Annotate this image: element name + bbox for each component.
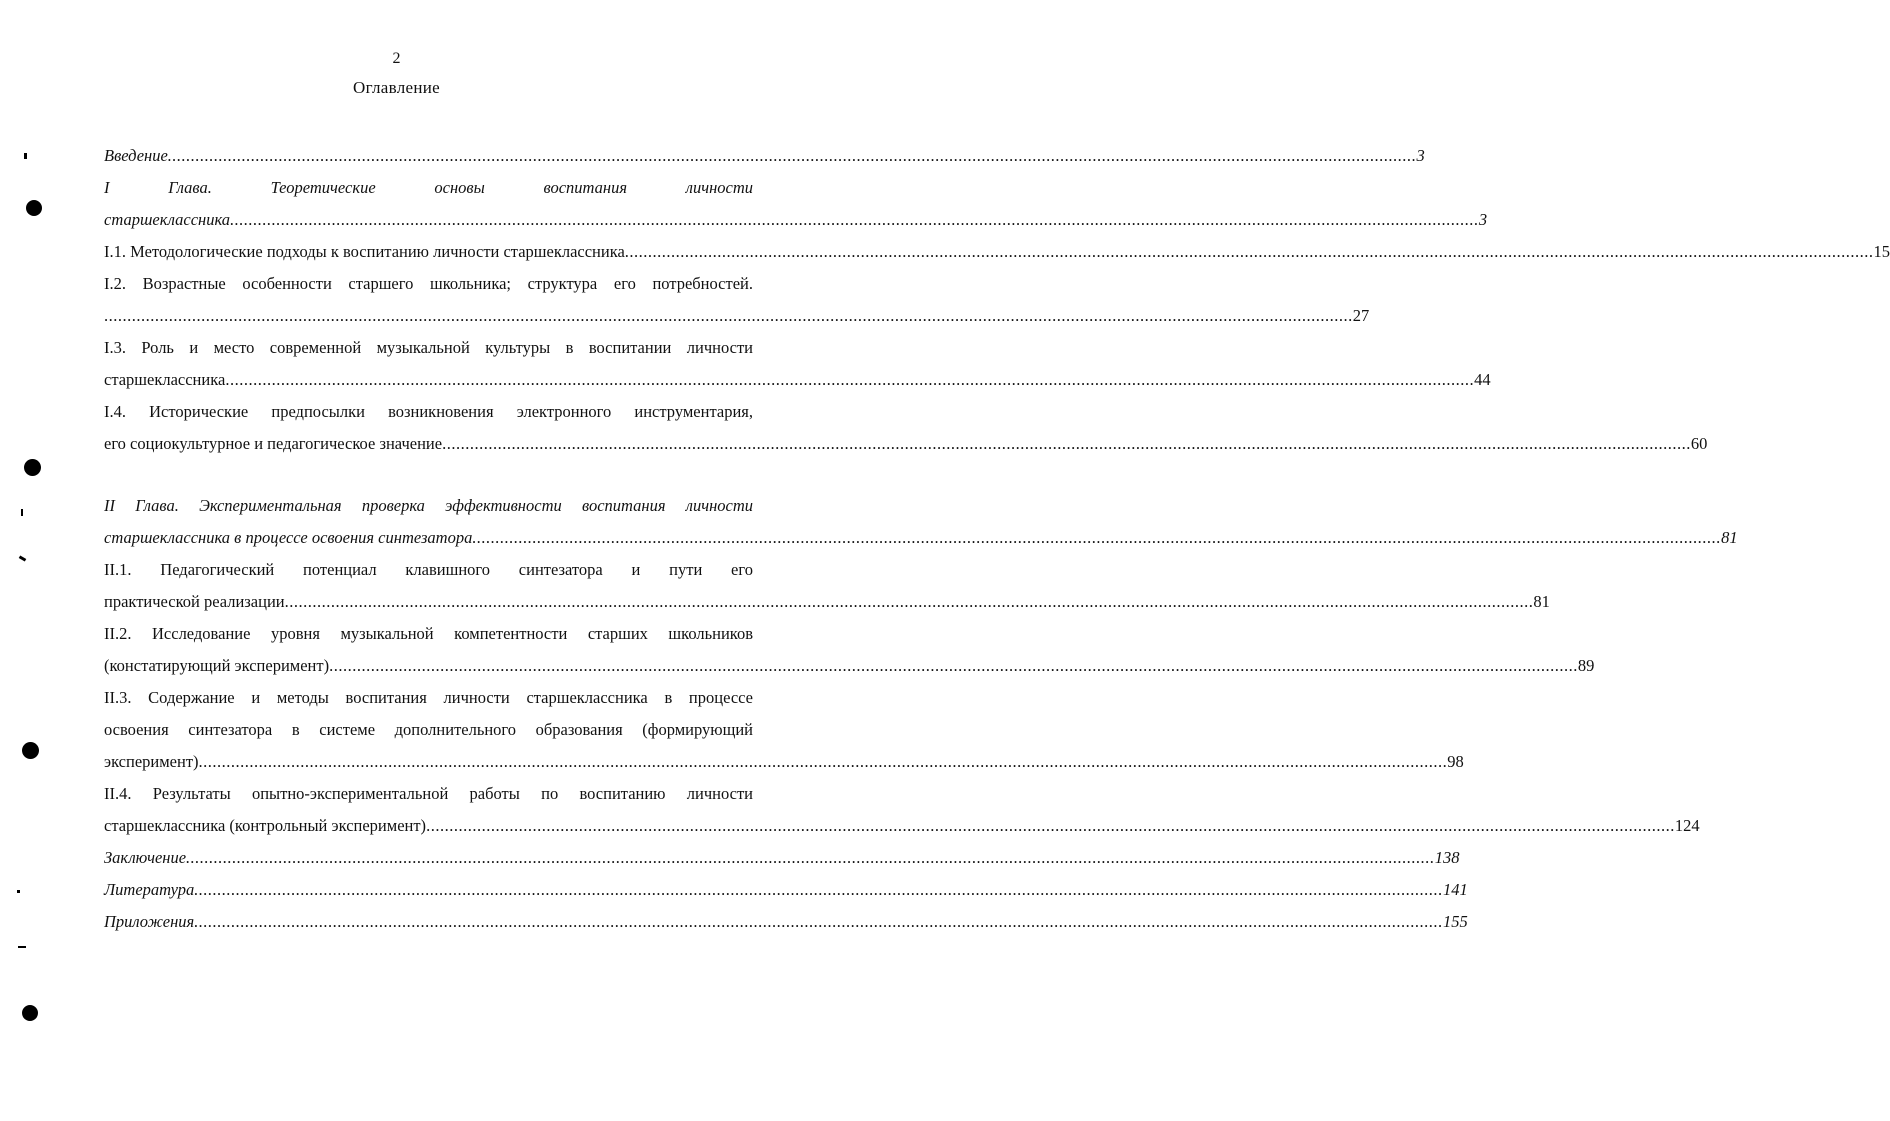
binding-hole-mark — [22, 1005, 38, 1021]
toc-line — [104, 140, 1425, 172]
toc-page-number: 81 — [1721, 528, 1738, 547]
toc-entry — [104, 842, 1460, 874]
dot-leader: .............................................................................................................................................................................................................................................................................. — [230, 210, 1479, 229]
toc-page-number: 44 — [1474, 370, 1491, 389]
toc-page-number: 98 — [1447, 752, 1464, 771]
toc-page-number: 3 — [1478, 210, 1488, 229]
toc-line — [104, 300, 1370, 332]
toc-line: II Глава. Экспериментальная проверка эффективности воспитания личности — [104, 496, 753, 515]
binding-hole-mark — [24, 459, 41, 476]
toc-line — [104, 810, 1700, 842]
toc-page-number: 27 — [1352, 306, 1370, 325]
toc-line: I Глава. Теоретические основы воспитания личности — [104, 178, 753, 197]
toc-label: его социокультурное и педагогическое значение — [104, 434, 443, 453]
toc-line: освоения синтезатора в системе дополнительного образования (формирующий — [104, 720, 753, 739]
toc-entry — [104, 332, 1491, 396]
toc-page-number: 138 — [1434, 848, 1460, 867]
dot-leader: .............................................................................................................................................................................................................................................................................. — [186, 848, 1435, 867]
toc-page-number: 81 — [1533, 592, 1550, 611]
page-title: Оглавление — [353, 78, 440, 97]
toc-page-number: 141 — [1443, 880, 1468, 899]
toc-label: I.1. Методологические подходы к воспитанию личности старшеклассника — [104, 242, 625, 261]
dot-leader: .............................................................................................................................................................................................................................................................................. — [426, 816, 1675, 835]
dot-leader: .............................................................................................................................................................................................................................................................................. — [472, 528, 1722, 547]
toc-label: старшеклассника — [104, 210, 231, 229]
toc-page-number: 124 — [1674, 816, 1700, 835]
toc-entry — [104, 490, 1738, 554]
toc-entry — [104, 618, 1595, 682]
toc-label: эксперимент) — [104, 752, 199, 771]
toc-page-number: 60 — [1690, 434, 1708, 453]
toc-page-number: 155 — [1442, 912, 1468, 931]
toc-page-number: 3 — [1416, 146, 1425, 165]
dot-leader: .............................................................................................................................................................................................................................................................................. — [284, 592, 1534, 611]
toc-entry — [104, 396, 1708, 460]
toc-entry — [104, 682, 1464, 778]
toc-line — [104, 650, 1595, 682]
toc-line: I.2. Возрастные особенности старшего школьника; структура его потребностей. — [104, 274, 753, 293]
dot-leader: .............................................................................................................................................................................................................................................................................. — [198, 752, 1448, 771]
toc-label: Введение — [104, 146, 168, 165]
toc-line — [104, 522, 1738, 554]
dot-leader: .............................................................................................................................................................................................................................................................................. — [194, 912, 1443, 931]
toc-line: II.1. Педагогический потенциал клавишного синтезатора и пути его — [104, 560, 753, 579]
table-of-contents — [104, 140, 1890, 938]
toc-entry — [104, 140, 1425, 172]
toc-label: Приложения — [104, 912, 195, 931]
toc-line — [104, 204, 1488, 236]
toc-line: II.4. Результаты опытно-экспериментальной работы по воспитанию личности — [104, 784, 753, 803]
scan-speck — [24, 153, 27, 159]
scan-speck — [21, 509, 23, 516]
toc-line — [104, 874, 1468, 906]
toc-entry — [104, 874, 1468, 906]
toc-label: Заключение — [104, 848, 187, 867]
dot-leader: .............................................................................................................................................................................................................................................................................. — [442, 434, 1691, 453]
dot-leader: .............................................................................................................................................................................................................................................................................. — [225, 370, 1475, 389]
dot-leader: .............................................................................................................................................................................................................................................................................. — [329, 656, 1578, 675]
toc-page-number: 15 — [1873, 242, 1890, 261]
scan-speck — [18, 946, 26, 948]
toc-label: старшеклассника (контрольный эксперимент) — [104, 816, 427, 835]
binding-hole-mark — [26, 200, 42, 216]
toc-line — [104, 746, 1464, 778]
scan-speck — [17, 890, 20, 893]
toc-entry — [104, 268, 1370, 332]
toc-line — [104, 842, 1460, 874]
toc-label: старшеклассника в процессе освоения синтезатора — [104, 528, 473, 547]
toc-label: старшеклассника — [104, 370, 226, 389]
toc-line: II.2. Исследование уровня музыкальной компетентности старших школьников — [104, 624, 753, 643]
toc-line — [104, 586, 1550, 618]
toc-line — [104, 236, 1890, 268]
toc-entry — [104, 236, 1890, 268]
toc-label: (констатирующий эксперимент) — [104, 656, 330, 675]
toc-line — [104, 906, 1468, 938]
toc-label: Литература — [104, 880, 195, 899]
dot-leader: .............................................................................................................................................................................................................................................................................. — [624, 242, 1874, 261]
toc-label: практической реализации — [104, 592, 285, 611]
dot-leader: .............................................................................................................................................................................................................................................................................. — [104, 306, 1353, 325]
dot-leader: .............................................................................................................................................................................................................................................................................. — [167, 146, 1417, 165]
dot-leader: .............................................................................................................................................................................................................................................................................. — [194, 880, 1444, 899]
binding-hole-mark — [22, 742, 39, 759]
scan-speck — [19, 555, 27, 561]
toc-entry — [104, 778, 1700, 842]
toc-entry — [104, 172, 1488, 236]
toc-line: I.4. Исторические предпосылки возникновения электронного инструментария, — [104, 402, 753, 421]
toc-entry — [104, 554, 1550, 618]
toc-line: I.3. Роль и место современной музыкальной культуры в воспитании личности — [104, 338, 753, 357]
toc-line — [104, 364, 1491, 396]
toc-entry — [104, 906, 1468, 938]
toc-line — [104, 428, 1708, 460]
page-number: 2 — [392, 50, 401, 67]
toc-line: II.3. Содержание и методы воспитания личности старшеклассника в процессе — [104, 688, 753, 707]
toc-page-number: 89 — [1577, 656, 1595, 675]
